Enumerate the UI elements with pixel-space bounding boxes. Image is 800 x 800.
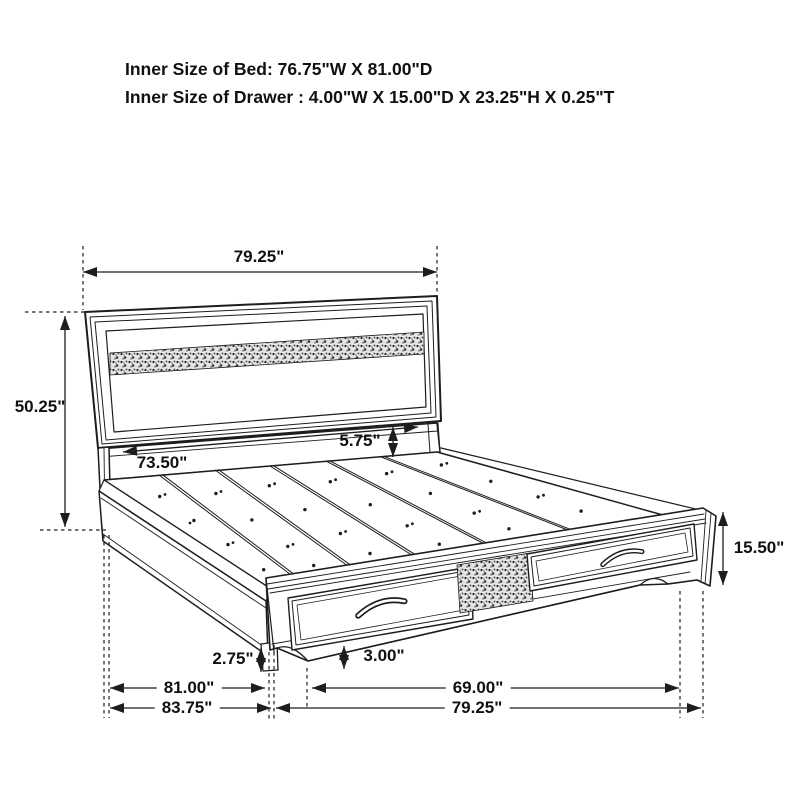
dim-headboard-height-label: 50.25" — [14, 397, 66, 416]
headboard — [85, 296, 441, 448]
dim-headboard-width-label: 79.25" — [233, 247, 285, 266]
dim-side-rail-height-label: 5.75" — [339, 431, 381, 450]
dim-rail-inner-width-label: 73.50" — [136, 453, 188, 472]
dim-side-rail-bottom-label: 2.75" — [212, 649, 254, 668]
dim-footboard-height-label: 15.50" — [733, 538, 785, 557]
dim-drawer-section-label: 69.00" — [446, 678, 511, 698]
dim-outer-length-label: 83.75" — [155, 698, 220, 718]
inner-size-drawer-text: Inner Size of Drawer : 4.00"W X 15.00"D X 23.25"H X 0.25"T — [125, 87, 615, 107]
inner-size-bed-text: Inner Size of Bed: 76.75"W X 81.00"D — [125, 59, 433, 79]
dim-inner-length-label: 81.00" — [157, 678, 222, 698]
dim-footboard-width-label: 79.25" — [445, 698, 510, 718]
dim-apron-clearance-label: 3.00" — [363, 646, 405, 665]
